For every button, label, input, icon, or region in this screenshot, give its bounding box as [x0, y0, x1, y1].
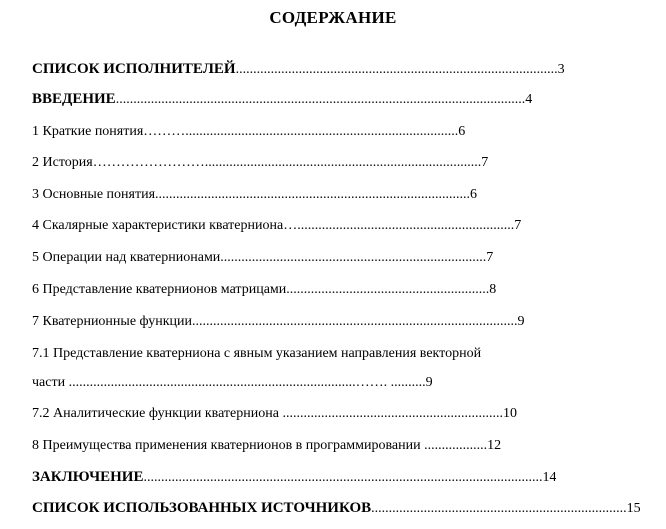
- toc-entry-references[interactable]: [32, 499, 641, 518]
- toc-leader: ............................................................................: [220, 250, 487, 265]
- toc-leader: ..........................................................................................: [155, 187, 471, 202]
- toc-leader: ..................: [420, 438, 488, 453]
- toc-entry-6[interactable]: [32, 281, 496, 299]
- toc-label: части: [32, 375, 66, 390]
- toc-page-number: 9: [517, 314, 525, 329]
- toc-leader: .............................................................................................: [192, 314, 518, 329]
- toc-label: 1 Краткие понятия: [32, 124, 144, 139]
- toc-leader: .....................................................................................................................: [115, 92, 526, 107]
- toc-page-number: 15: [626, 501, 641, 516]
- toc-label: 8 Преимущества применения кватернионов в программировании: [32, 438, 421, 453]
- toc-page-number: 6: [458, 124, 466, 139]
- toc-entry-7-2[interactable]: [32, 405, 517, 423]
- toc-label: ЗАКЛЮЧЕНИЕ: [32, 469, 144, 485]
- toc-entry-7-1-cont[interactable]: [32, 374, 433, 392]
- toc-page-number: 4: [525, 92, 533, 107]
- toc-label: 7.2 Аналитические функции кватерниона: [32, 406, 279, 421]
- toc-leader: …..............................................................: [283, 218, 515, 233]
- toc-leader: ............................................................................................: [235, 62, 558, 77]
- toc-entry-7[interactable]: [32, 313, 525, 331]
- toc-page-number: 7: [514, 218, 522, 233]
- toc-leader: ………..............................................................................: [143, 124, 459, 139]
- toc-leader: ...............................................................: [278, 406, 503, 421]
- toc-leader: ..........................................................: [286, 282, 490, 297]
- toc-entry-2[interactable]: [32, 154, 488, 172]
- toc-label: 2 История: [32, 155, 93, 170]
- toc-label: СПИСОК ИСПОЛНИТЕЛЕЙ: [32, 61, 236, 77]
- toc-label: 4 Скалярные характеристики кватерниона: [32, 218, 284, 233]
- toc-entry-5[interactable]: [32, 249, 493, 267]
- toc-leader: .........................................................................: [371, 501, 627, 516]
- toc-page-number: 3: [557, 62, 565, 77]
- toc-entry-executors[interactable]: [32, 60, 565, 79]
- toc-page-number: 10: [502, 406, 517, 421]
- toc-label: 7 Кватернионные функции: [32, 314, 193, 329]
- toc-entry-1[interactable]: [32, 123, 465, 141]
- toc-label: ВВЕДЕНИЕ: [32, 91, 116, 107]
- toc-label: СПИСОК ИСПОЛЬЗОВАННЫХ ИСТОЧНИКОВ: [32, 500, 372, 516]
- page-title: СОДЕРЖАНИЕ: [269, 8, 397, 27]
- toc-entry-introduction[interactable]: [32, 90, 532, 109]
- toc-entry-8[interactable]: [32, 437, 501, 455]
- toc-page-number: 12: [487, 438, 502, 453]
- toc-entry-4[interactable]: [32, 217, 521, 235]
- toc-label: 3 Основные понятия: [32, 187, 156, 202]
- toc-page-number: 8: [489, 282, 497, 297]
- toc-leader: ..................................................................................……. ..........: [65, 375, 426, 390]
- toc-page-number: 7: [481, 155, 489, 170]
- toc-page-number: 9: [425, 375, 433, 390]
- toc-page-number: 7: [486, 250, 494, 265]
- toc-entry-3[interactable]: [32, 186, 477, 204]
- toc-label: 7.1 Представление кватерниона с явным указанием направления векторной: [32, 346, 482, 361]
- toc-leader: ..................................................................................................................: [143, 470, 543, 485]
- toc-page-number: 6: [470, 187, 478, 202]
- toc-entry-conclusion[interactable]: [32, 468, 556, 487]
- toc-page-number: 14: [542, 470, 557, 485]
- toc-entry-7-1[interactable]: [32, 345, 481, 363]
- toc-label: 5 Операции над кватернионами: [32, 250, 221, 265]
- toc-leader: ……………………...............................................................................: [92, 155, 482, 170]
- toc-label: 6 Представление кватернионов матрицами: [32, 282, 287, 297]
